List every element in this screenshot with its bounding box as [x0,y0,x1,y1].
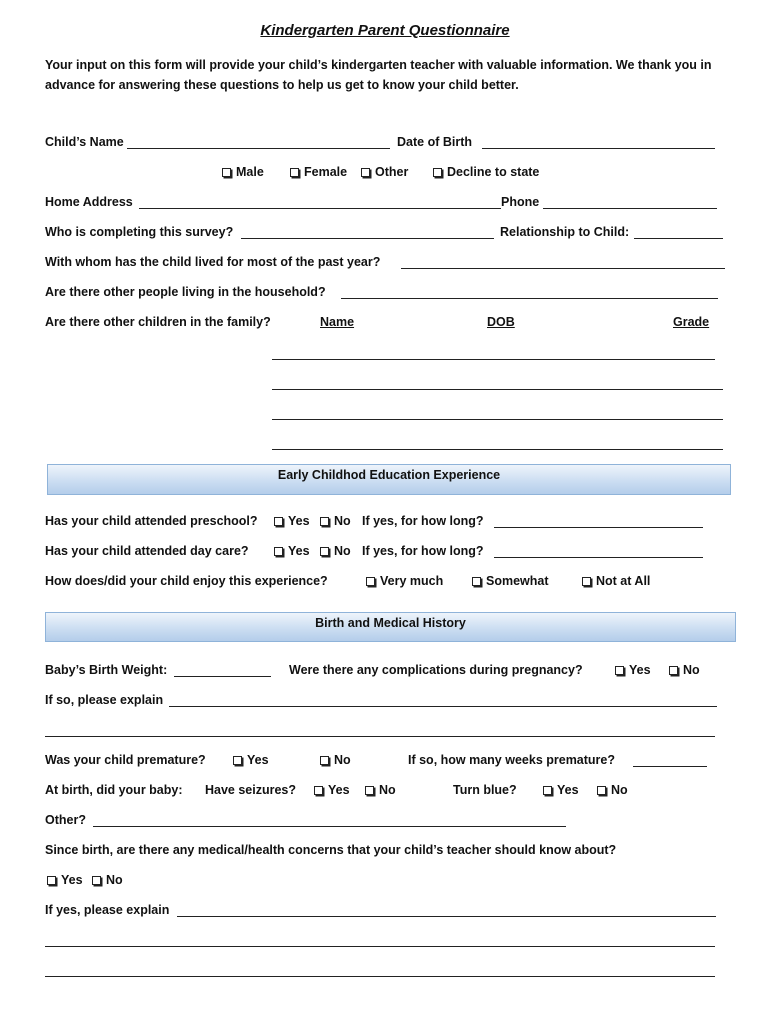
section-birth-medical: Birth and Medical History [45,612,736,642]
other-children-label: Are there other children in the family? [45,315,271,329]
daycare-how-long-field[interactable] [494,557,703,558]
checkbox-icon [366,577,375,586]
checkbox-icon [669,666,678,675]
premature-label: Was your child premature? [45,753,206,767]
checkbox-icon [582,577,591,586]
home-address-label: Home Address [45,195,133,209]
daycare-yes[interactable]: Yes [274,543,310,559]
checkbox-icon [433,168,442,177]
daycare-no[interactable]: No [320,543,351,559]
checkbox-icon [314,786,323,795]
checkbox-icon [320,517,329,526]
page-title: Kindergarten Parent Questionnaire [260,22,510,39]
weeks-premature-field[interactable] [633,766,707,767]
dob-field[interactable] [482,148,715,149]
complications-explain-field[interactable] [169,706,717,707]
phone-label: Phone [501,195,540,209]
enjoy-somewhat[interactable]: Somewhat [472,573,549,589]
seizures-no[interactable]: No [365,782,396,798]
checkbox-icon [274,547,283,556]
checkbox-icon [320,756,329,765]
daycare-label: Has your child attended day care? [45,544,249,558]
checkbox-icon [222,168,231,177]
other-people-field[interactable] [341,298,718,299]
checkbox-icon [365,786,374,795]
concerns-no[interactable]: No [92,872,123,888]
phone-field[interactable] [543,208,717,209]
concerns-yes[interactable]: Yes [47,872,83,888]
birth-weight-label: Baby’s Birth Weight: [45,663,168,677]
child-entry-line-2[interactable] [272,389,723,390]
birth-weight-field[interactable] [174,676,271,677]
checkbox-icon [92,876,101,885]
lived-with-label: With whom has the child lived for most of the past year? [45,255,381,269]
gender-female[interactable]: Female [290,164,347,180]
checkbox-icon [472,577,481,586]
concerns-explain-line-3[interactable] [45,976,715,977]
checkbox-icon [615,666,624,675]
child-name-label: Child’s Name [45,135,124,149]
col-grade: Grade [673,315,710,329]
checkbox-icon [320,547,329,556]
home-address-field[interactable] [139,208,501,209]
concerns-explain-field[interactable] [177,916,716,917]
who-completing-label: Who is completing this survey? [45,225,234,239]
dob-label: Date of Birth [397,135,472,149]
turn-blue-yes[interactable]: Yes [543,782,579,798]
child-entry-line-1[interactable] [272,359,715,360]
enjoy-not-at-all[interactable]: Not at All [582,573,650,589]
complications-no[interactable]: No [669,662,700,678]
premature-no[interactable]: No [320,752,351,768]
gender-other[interactable]: Other [361,164,408,180]
preschool-how-long-field[interactable] [494,527,703,528]
child-name-field[interactable] [127,148,390,149]
daycare-how-long-label: If yes, for how long? [362,544,484,558]
other-people-label: Are there other people living in the household? [45,285,326,299]
turn-blue-no[interactable]: No [597,782,628,798]
concerns-explain-label: If yes, please explain [45,903,170,917]
section-early-education: Early Childhod Education Experience [47,464,731,495]
complications-yes[interactable]: Yes [615,662,651,678]
seizures-yes[interactable]: Yes [314,782,350,798]
at-birth-label: At birth, did your baby: [45,783,183,797]
concerns-explain-line-2[interactable] [45,946,715,947]
checkbox-icon [597,786,606,795]
turn-blue-label: Turn blue? [453,783,517,797]
checkbox-icon [290,168,299,177]
child-entry-line-3[interactable] [272,419,723,420]
intro-text: Your input on this form will provide your child’s kindergarten teacher with valuable information. We thank you in advance for answering these questions to help us get to know your child better. [45,58,712,92]
checkbox-icon [233,756,242,765]
preschool-how-long-label: If yes, for how long? [362,514,484,528]
lived-with-field[interactable] [401,268,725,269]
checkbox-icon [543,786,552,795]
other-field[interactable] [93,826,566,827]
seizures-label: Have seizures? [205,783,297,797]
checkbox-icon [274,517,283,526]
gender-decline[interactable]: Decline to state [433,164,539,180]
child-entry-line-4[interactable] [272,449,723,450]
preschool-label: Has your child attended preschool? [45,514,258,528]
col-dob: DOB [487,315,515,329]
other-label: Other? [45,813,86,827]
preschool-no[interactable]: No [320,513,351,529]
checkbox-icon [361,168,370,177]
enjoy-label: How does/did your child enjoy this experience? [45,574,328,588]
preschool-yes[interactable]: Yes [274,513,310,529]
checkbox-icon [47,876,56,885]
who-completing-field[interactable] [241,238,494,239]
concerns-label: Since birth, are there any medical/health concerns that your child’s teacher should know about? [45,843,617,857]
col-name: Name [320,315,355,329]
premature-yes[interactable]: Yes [233,752,269,768]
relationship-field[interactable] [634,238,723,239]
weeks-premature-label: If so, how many weeks premature? [408,753,616,767]
complications-explain-line-2[interactable] [45,736,715,737]
complications-label: Were there any complications during pregnancy? [289,663,583,677]
enjoy-very-much[interactable]: Very much [366,573,443,589]
relationship-label: Relationship to Child: [500,225,630,239]
complications-explain-label: If so, please explain [45,693,164,707]
gender-male[interactable]: Male [222,164,264,180]
